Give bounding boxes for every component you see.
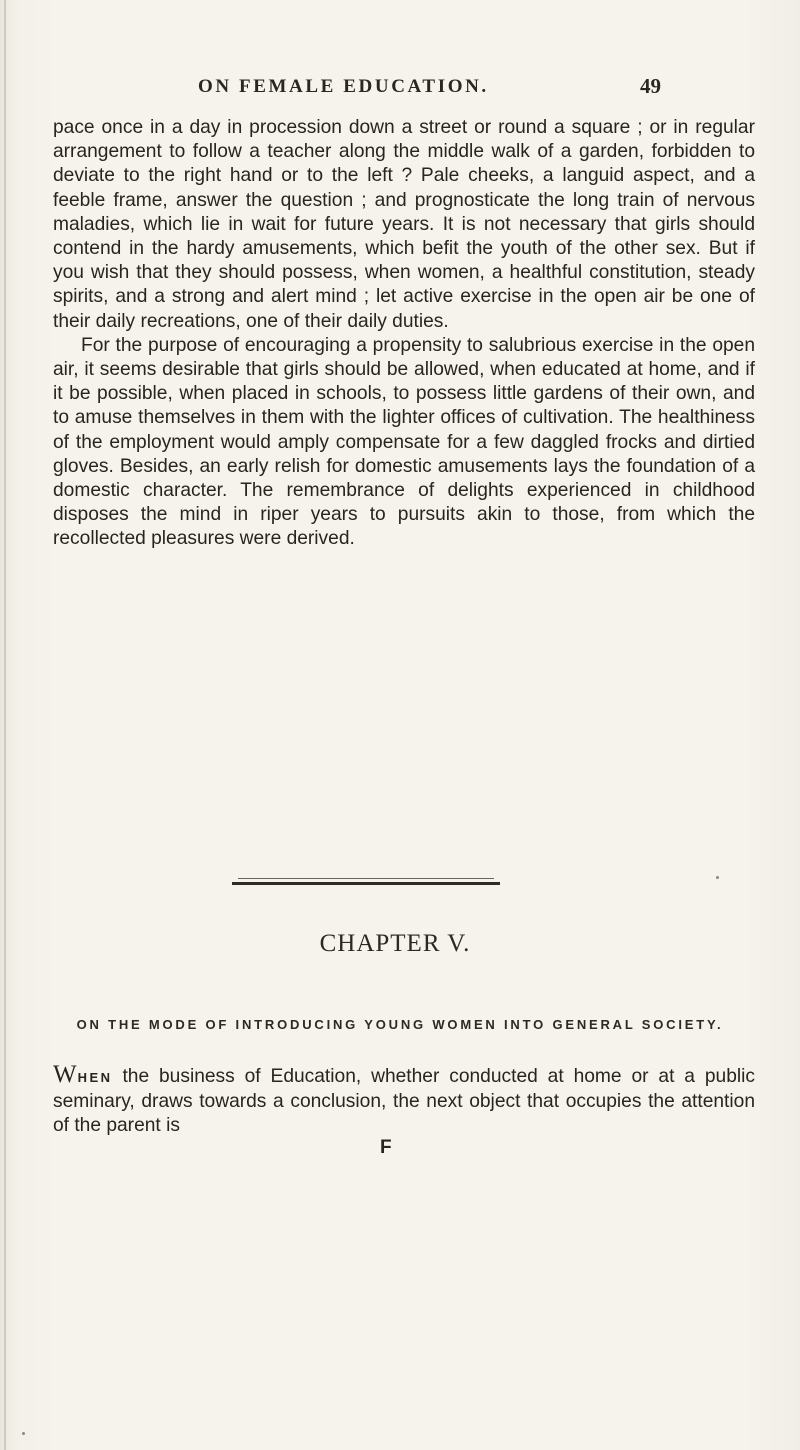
- running-title: ON FEMALE EDUCATION.: [198, 76, 489, 97]
- section-divider: [232, 882, 500, 885]
- paragraph-2: For the purpose of encouraging a propensity to salubrious exercise in the open air, it seems desirable that girls should be allowed, when educated at home, and if it be possible, when placed in schools, to possess little gardens of their own, and to amuse themselves in them with the lighter offices of cultivation. The healthiness of the employment would amply compensate for a few daggled frocks and dirtied gloves. Besides, an early relish for domestic amusements lays the foundation of a domestic character. The remembrance of delights experienced in childhood disposes the mind in riper years to pursuits akin to those, from which the recollected pleasures were derived.: [53, 334, 755, 550]
- drop-cap-remainder: HEN: [77, 1070, 113, 1085]
- paragraph-1: pace once in a day in procession down a street or round a square ; or in regular arrangement to follow a teacher along the middle walk of a garden, forbidden to deviate to the right hand or to the left ? Pale cheeks, a languid aspect, and a feeble frame, answer the question ; and prognosticate the long train of nervous maladies, which lie in wait for future years. It is not necessary that girls should contend in the hardy amusements, which befit the youth of the other sex. But if you wish that they should possess, when women, a healthful constitution, steady spirits, and a strong and alert mind ; let active exercise in the open air be one of their daily recreations, one of their daily duties.: [53, 117, 755, 332]
- section-divider-thin: [238, 878, 494, 879]
- chapter-opening-text: the business of Education, whether conducted at home or at a public seminary, draws towards a conclusion, the next object that occupies the attention of the parent is: [53, 1066, 755, 1136]
- main-body-text: [53, 116, 755, 552]
- paper-speck: [22, 1432, 25, 1435]
- chapter-heading: CHAPTER V.: [319, 930, 471, 957]
- chapter-opening-paragraph: [53, 1063, 755, 1138]
- drop-cap-letter: W: [53, 1061, 78, 1088]
- page-number: 49: [640, 74, 661, 98]
- page-gutter-line: [4, 0, 6, 1450]
- signature-mark: F: [380, 1137, 392, 1158]
- chapter-subtitle: ON THE MODE OF INTRODUCING YOUNG WOMEN INTO GENERAL SOCIETY.: [76, 1017, 724, 1032]
- paper-speck: [716, 876, 719, 879]
- running-header: [0, 76, 800, 106]
